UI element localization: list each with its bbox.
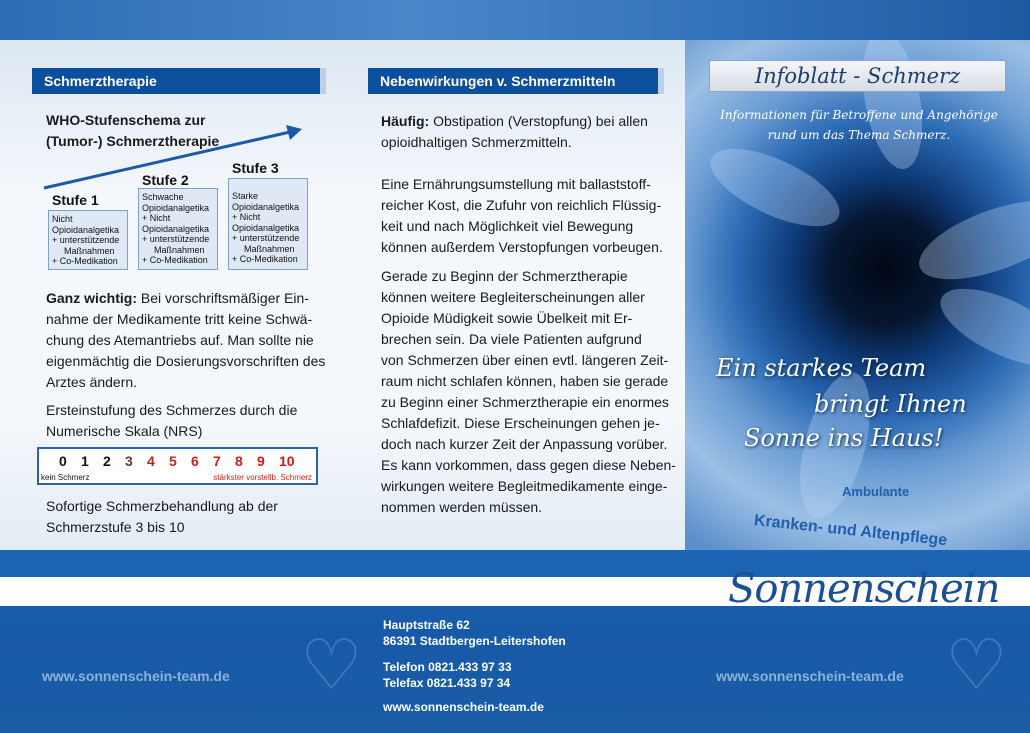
wichtig-line: [46, 288, 336, 309]
stufe-3-line: Opioidanalgetika: [232, 222, 300, 233]
scale-number: 5: [169, 453, 177, 469]
slogan-line-1: Ein starkes Team: [716, 354, 927, 382]
who-title-line-2: (Tumor-) Schmerztherapie: [46, 133, 220, 149]
scale-number: 8: [235, 453, 243, 469]
service-line-2: Kranken- und Altenpflege: [753, 512, 948, 550]
scale-number: 6: [191, 453, 199, 469]
subtitle-line-1: Informationen für Betroffene und Angehörige: [720, 108, 998, 122]
scale-number: 3: [125, 453, 133, 469]
stufe-2-line: + Nicht: [142, 213, 171, 223]
section-heading-nebenwirkungen: Nebenwirkungen v. Schmerzmitteln: [368, 68, 664, 94]
slogan-line-3: Sonne ins Haus!: [744, 424, 944, 452]
begleit-line: zu Beginn einer Schmerztherapie ein enormes: [381, 394, 669, 410]
wichtig-paragraph: [46, 288, 336, 393]
begleit-line: Opioide Müdigkeit sowie Übelkeit mit Er-: [381, 310, 633, 326]
haeufig-paragraph: [381, 111, 671, 153]
stufe-1-line: Opioidanalgetika: [52, 224, 120, 235]
haeufig-line: [381, 111, 671, 132]
scale-right-label: stärkster vorstellb. Schmerz: [213, 473, 312, 482]
stufe-2-line: Opioidanalgetika: [142, 223, 210, 234]
ernaehrung-line: können außerdem Verstopfungen vorbeugen.: [381, 239, 663, 255]
brand-logo: Sonnenschein: [728, 566, 1000, 612]
scale-number: 9: [257, 453, 265, 469]
ernaehrung-paragraph: [381, 174, 671, 258]
fax-number: Telefax 0821.433 97 34: [383, 676, 511, 690]
stufe-2-box: [138, 188, 218, 270]
begleit-line: doch nach kurzer Zeit der Anpassung vorüber.: [381, 436, 668, 452]
infoblatt-title: Infoblatt - Schmerz: [709, 60, 1006, 92]
wichtig-line: chung des Atemantriebs auf. Man sollte nie: [46, 332, 314, 348]
begleit-line: brechen sein. Da viele Patienten aufgrund: [381, 331, 642, 347]
haeufig-line-2: opioidhaltigen Schmerzmitteln.: [381, 134, 572, 150]
scale-number: 10: [279, 453, 295, 469]
ernaehrung-line: keit und nach Möglichkeit viel Bewegung: [381, 218, 634, 234]
nrs-scale: [37, 447, 318, 485]
begleit-line: Es kann vorkommen, dass gegen diese Neben-: [381, 457, 676, 473]
stufe-3-box: [228, 178, 308, 270]
phone-number[interactable]: Telefon 0821.433 97 33: [383, 660, 512, 674]
stufe-3-line: + Co-Medikation: [232, 254, 298, 264]
scale-number: 2: [103, 453, 111, 469]
top-band: [0, 0, 1030, 40]
stufe-3-line: Opioidanalgetika: [232, 201, 300, 212]
section-heading-schmerztherapie: Schmerztherapie: [32, 68, 326, 94]
stufe-2-line: Maßnahmen: [154, 244, 205, 255]
begleit-line: von Schmerzen über einen evtl. längeren Zeit-: [381, 352, 669, 368]
stufe-2-line: Schwache: [142, 192, 184, 202]
slogan-line-2: bringt Ihnen: [814, 390, 967, 418]
begleit-line: raum nicht schlafen können, haben sie gerade: [381, 373, 669, 389]
stufe-2-line: + unterstützende: [142, 234, 210, 244]
begleit-line: wirkungen weitere Begleitmedikamente einge-: [381, 478, 668, 494]
wichtig-bold: Ganz wichtig:: [46, 290, 137, 306]
scale-number: 1: [81, 453, 89, 469]
sofort-paragraph: [46, 496, 278, 538]
stufe-3-line: Starke: [232, 191, 259, 201]
scale-number: 7: [213, 453, 221, 469]
begleit-line: Schlafdefizit. Diese Erscheinungen gehen je-: [381, 415, 660, 431]
stufe-3-line: Maßnahmen: [244, 243, 295, 254]
stufe-1-label: Stufe 1: [52, 192, 99, 208]
subtitle-line-2: rund um das Thema Schmerz.: [767, 128, 951, 142]
stufe-1-line: + Co-Medikation: [52, 256, 118, 266]
service-line-1: Ambulante: [842, 484, 910, 499]
petal-shape: [910, 184, 1030, 295]
stufe-1-line: Nicht: [52, 214, 73, 224]
wichtig-line: Arztes ändern.: [46, 374, 138, 390]
address-line-1: Hauptstraße 62: [383, 618, 470, 632]
stufe-1-box: [48, 210, 128, 270]
heart-decoration: ♡: [300, 626, 363, 704]
website-link-right[interactable]: www.sonnenschein-team.de: [716, 668, 904, 684]
petal-shape: [700, 133, 850, 242]
website-link-left[interactable]: www.sonnenschein-team.de: [42, 668, 230, 684]
wichtig-line: eigenmächtig die Dosierungsvorschriften des: [46, 353, 326, 369]
nrs-paragraph: [46, 400, 297, 442]
scale-left-label: kein Schmerz: [41, 473, 90, 482]
sofort-line: Sofortige Schmerzbehandlung ab der: [46, 498, 278, 514]
scale-number: 0: [59, 453, 67, 469]
stufe-2-label: Stufe 2: [142, 172, 189, 188]
scale-number: 4: [147, 453, 155, 469]
stufe-1-line: Maßnahmen: [64, 245, 115, 256]
nrs-line: Ersteinstufung des Schmerzes durch die: [46, 402, 298, 418]
stufe-1-line: + unterstützende: [52, 235, 120, 245]
ernaehrung-line: reicher Kost, die Zufuhr von reichlich Flüssig-: [381, 197, 662, 213]
wichtig-line-1: Bei vorschriftsmäßiger Ein-: [137, 290, 309, 306]
stufe-3-line: + Nicht: [232, 212, 261, 222]
stufe-2-line: Opioidanalgetika: [142, 202, 210, 213]
sofort-line: Schmerzstufe 3 bis 10: [46, 519, 185, 535]
heart-decoration: ♡: [945, 626, 1008, 704]
stufe-3-label: Stufe 3: [232, 160, 279, 176]
ernaehrung-line: Eine Ernährungsumstellung mit ballaststoff-: [381, 176, 651, 192]
who-title-line-1: WHO-Stufenschema zur: [46, 112, 206, 128]
website-link-center[interactable]: www.sonnenschein-team.de: [383, 700, 544, 714]
stufe-2-line: + Co-Medikation: [142, 255, 208, 265]
haeufig-line-1: Obstipation (Verstopfung) bei allen: [429, 113, 648, 129]
begleit-line: nommen werden müssen.: [381, 499, 543, 515]
petal-shape: [930, 273, 1030, 382]
address-line-2: 86391 Stadtbergen-Leitershofen: [383, 634, 566, 648]
begleit-line: können weitere Begleiterscheinungen aller: [381, 289, 645, 305]
begleiterscheinungen-paragraph: [381, 266, 676, 518]
begleit-line: Gerade zu Beginn der Schmerztherapie: [381, 268, 628, 284]
haeufig-bold: Häufig:: [381, 113, 430, 129]
nrs-line: Numerische Skala (NRS): [46, 423, 203, 439]
stufe-3-line: + unterstützende: [232, 233, 300, 243]
wichtig-line: nahme der Medikamente tritt keine Schwä-: [46, 311, 313, 327]
